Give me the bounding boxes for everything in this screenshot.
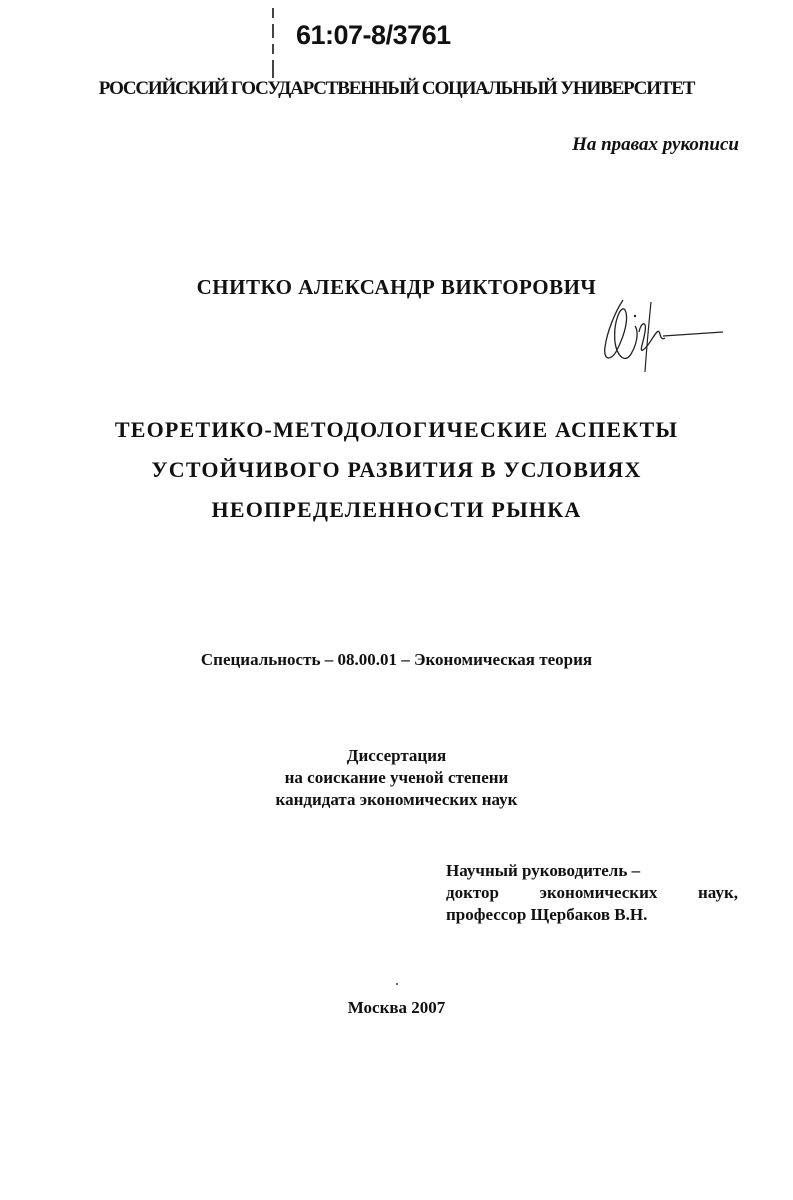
supervisor-name: профессор Щербаков В.Н. [446, 905, 648, 924]
degree-line: кандидата экономических наук [275, 790, 518, 809]
degree-line: Диссертация [346, 746, 447, 765]
supervisor-label: Научный руководитель – [446, 861, 641, 880]
title-line: НЕОПРЕДЕЛЕННОСТИ РЫНКА [211, 497, 582, 522]
supervisor-block [446, 860, 738, 926]
specialty: Специальность – 08.00.01 – Экономическая теория [200, 650, 593, 669]
university-name: РОССИЙСКИЙ ГОСУДАРСТВЕННЫЙ СОЦИАЛЬНЫЙ УНИВЕРСИТЕТ [98, 78, 695, 99]
author-name: СНИТКО АЛЕКСАНДР ВИКТОРОВИЧ [196, 275, 597, 299]
scan-speck [396, 983, 398, 985]
document-code: 61:07-8/3761 [296, 20, 451, 50]
title-line: УСТОЙЧИВОГО РАЗВИТИЯ В УСЛОВИЯХ [151, 457, 642, 482]
degree-statement [0, 745, 793, 811]
supervisor-degree-word: наук, [698, 883, 738, 902]
margin-marks [270, 8, 276, 88]
city-year: Москва 2007 [347, 998, 446, 1017]
supervisor-degree [446, 882, 738, 904]
signature-image [595, 292, 725, 377]
supervisor-degree-word: экономических [539, 883, 658, 902]
title-line: ТЕОРЕТИКО-МЕТОДОЛОГИЧЕСКИЕ АСПЕКТЫ [114, 417, 679, 442]
manuscript-note: На правах рукописи [572, 134, 739, 155]
supervisor-degree-word: доктор [446, 883, 499, 902]
degree-line: на соискание ученой степени [284, 768, 509, 787]
dissertation-title [0, 410, 793, 530]
